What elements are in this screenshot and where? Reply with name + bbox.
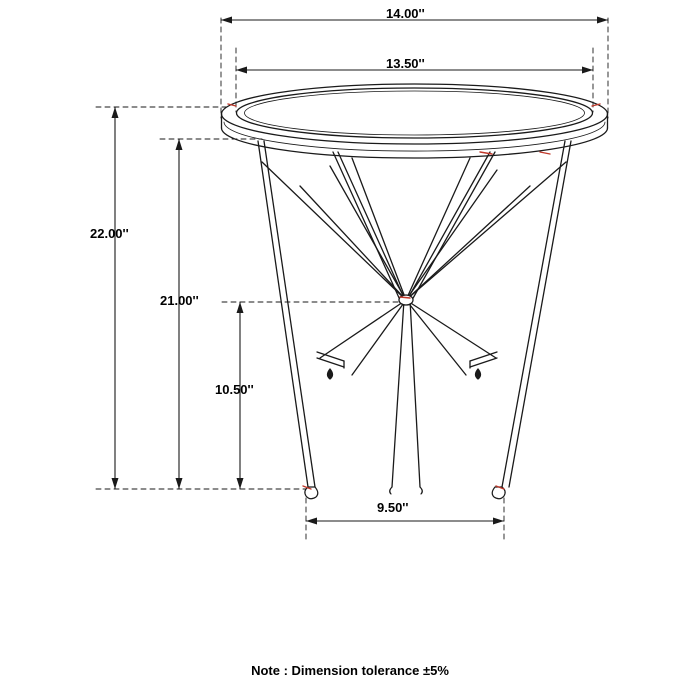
dimension-lines	[112, 17, 609, 525]
dimension-label-frame-height: 21.00''	[160, 293, 199, 308]
dimension-label-top-inner-width: 13.50''	[386, 56, 425, 71]
table-feet	[305, 487, 505, 499]
dimension-label-lower-height: 10.50''	[215, 382, 254, 397]
dimension-label-overall-height: 22.00''	[90, 226, 129, 241]
dimension-label-base-width: 9.50''	[377, 500, 409, 515]
table-base-frame	[258, 141, 571, 487]
table-top	[222, 84, 608, 158]
dimension-label-top-outer-width: 14.00''	[386, 6, 425, 21]
tolerance-note: Note : Dimension tolerance ±5%	[251, 663, 449, 678]
